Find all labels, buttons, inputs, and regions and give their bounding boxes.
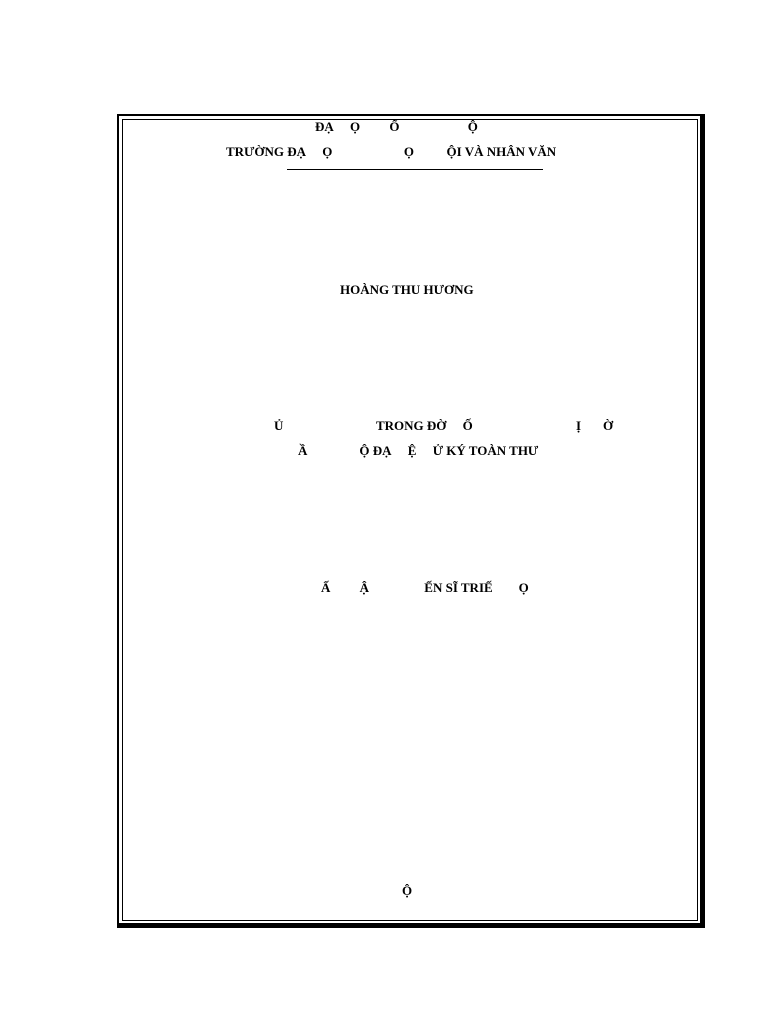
place-year: Ộ	[402, 883, 413, 898]
thesis-title-line1-part3: Ị	[576, 418, 582, 433]
university-heading: TRƯỜNG ĐẠ Ọ Ọ ỘI VÀ NHÂN VĂN	[226, 144, 557, 159]
degree-line: Ấ Ậ ẾN SĨ TRIẾ Ọ	[321, 580, 529, 595]
ministry-heading: ĐẠ Ọ Ố Ộ	[315, 119, 478, 134]
thesis-title-line1-part1: Ủ	[274, 418, 284, 433]
header-underline	[287, 169, 543, 170]
thesis-title-line1-part2: TRONG ĐỜ Ố	[376, 418, 473, 433]
author-name: HOÀNG THU HƯƠNG	[340, 282, 474, 297]
thesis-title-line2: Ầ Ộ ĐẠ Ệ Ử KÝ TOÀN THƯ	[298, 443, 539, 458]
thesis-title-line1-part4: Ờ	[603, 418, 614, 433]
page-border-inner	[122, 119, 698, 921]
